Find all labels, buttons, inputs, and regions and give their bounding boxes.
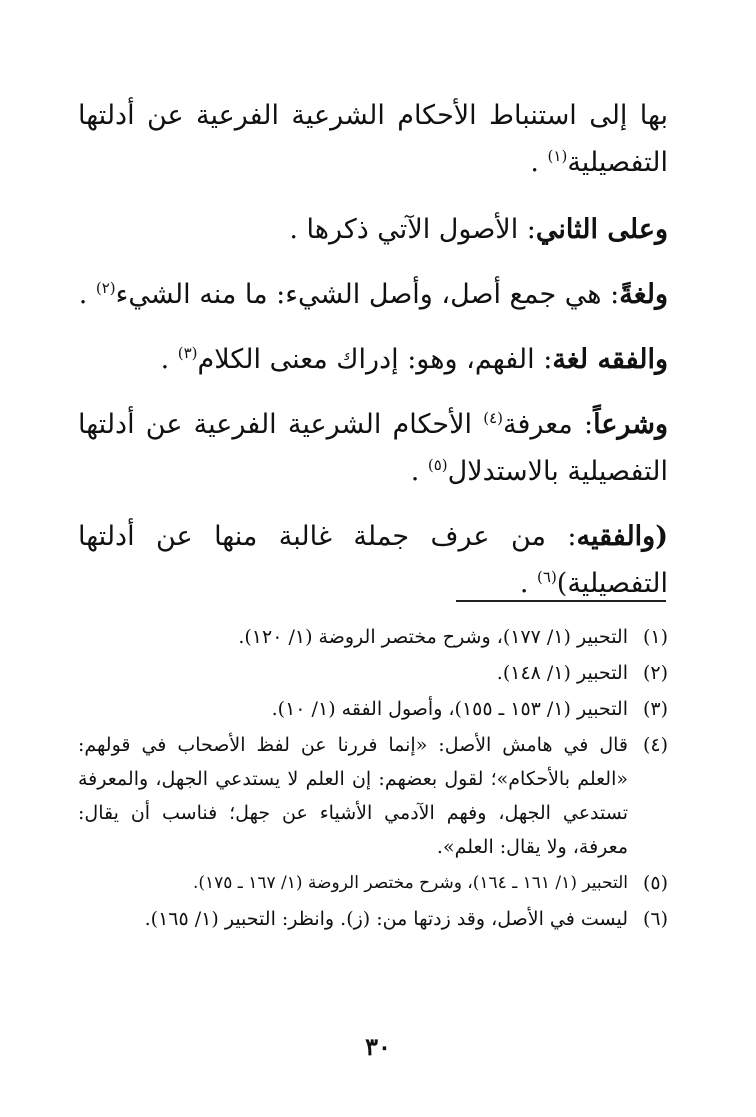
footnotes [78, 620, 668, 938]
paragraph-5 [78, 401, 668, 495]
footnote-number: (١) [642, 626, 668, 648]
paragraph-6 [78, 513, 668, 607]
paragraph-2-text: : الأصول الآتي ذكرها . [289, 214, 536, 245]
paragraph-3-lead: ولغةً [619, 279, 668, 310]
footnote-text: التحبير (١/ ١٥٣ ـ ١٥٥)، وأصول الفقه (١/ ١٠). [271, 698, 628, 720]
paragraph-6-text: : من عرف جملة غالبة منها عن أدلتها التفصيلية) [78, 521, 668, 599]
paragraph-6-lead: (والفقيه [576, 521, 668, 552]
paragraph-2-lead: وعلى الثاني [535, 214, 668, 245]
footnote-ref-4[interactable]: (٤) [483, 409, 503, 427]
footnote-ref-2[interactable]: (٢) [95, 279, 116, 297]
footnote-number: (٣) [642, 698, 668, 720]
page-number: ٣٠ [365, 1032, 391, 1061]
footnote-separator [456, 600, 666, 602]
footnote-ref-6[interactable]: (٦) [537, 568, 557, 586]
paragraph-1 [78, 92, 668, 186]
footnote-number: (٦) [642, 908, 668, 930]
paragraph-3-text: : هي جمع أصل، وأصل الشيء: ما منه الشيء [115, 279, 620, 310]
paragraph-2 [78, 206, 668, 253]
footnote-item [78, 866, 668, 900]
footnote-text: التحبير (١/ ١٤٨). [496, 662, 628, 684]
paragraph-4 [78, 336, 668, 383]
paragraph-5-text-a: : معرفة [503, 409, 594, 440]
footnote-ref-1[interactable]: (١) [547, 147, 568, 165]
footnote-number: (٤) [642, 734, 668, 756]
footnote-text: قال في هامش الأصل: «إنما فررنا عن لفظ الأصحاب في قولهم: «العلم بالأحكام»؛ لقول بعضهم: إن العلم لا يستدعي الجهل، والمعرفة تستدعي الجهل، وفهم الآدمي الأشياء عن جهل؛ فناسب أن يقال: معرفة، ولا يقال: العلم». [78, 734, 628, 858]
paragraph-1-text: بها إلى استنباط الأحكام الشرعية الفرعية عن أدلتها التفصيلية [78, 100, 668, 178]
paragraph-4-lead: والفقه لغة [552, 344, 668, 375]
footnote-ref-5[interactable]: (٥) [427, 456, 448, 474]
footnote-number: (٥) [642, 872, 668, 894]
footnote-text: التحبير (١/ ١٦١ ـ ١٦٤)، وشرح مختصر الروضة (١/ ١٦٧ ـ ١٧٥). [192, 873, 628, 893]
paragraph-3 [78, 271, 668, 318]
paragraph-6-end: . [519, 568, 538, 599]
footnote-item [78, 728, 668, 864]
footnote-text: ليست في الأصل، وقد زدتها من: (ز). وانظر: التحبير (١/ ١٦٥). [144, 908, 628, 930]
footnote-item [78, 620, 668, 654]
paragraph-3-end: . [78, 279, 96, 310]
footnote-number: (٢) [642, 662, 668, 684]
paragraph-4-end: . [160, 344, 178, 375]
paragraph-5-end: . [410, 456, 428, 487]
main-text [78, 92, 668, 625]
footnote-item [78, 902, 668, 936]
footnote-ref-3[interactable]: (٣) [177, 344, 198, 362]
paragraph-1-end: . [530, 147, 548, 178]
paragraph-5-lead: وشرعاً [593, 409, 668, 440]
paragraph-5-text-b: الأحكام الشرعية الفرعية عن أدلتها التفصيلية بالاستدلال [78, 409, 668, 487]
footnote-item [78, 692, 668, 726]
paragraph-4-text: : الفهم، وهو: إدراك معنى الكلام [197, 344, 553, 375]
footnote-item [78, 656, 668, 690]
footnote-text: التحبير (١/ ١٧٧)، وشرح مختصر الروضة (١/ ١٢٠). [238, 626, 628, 648]
